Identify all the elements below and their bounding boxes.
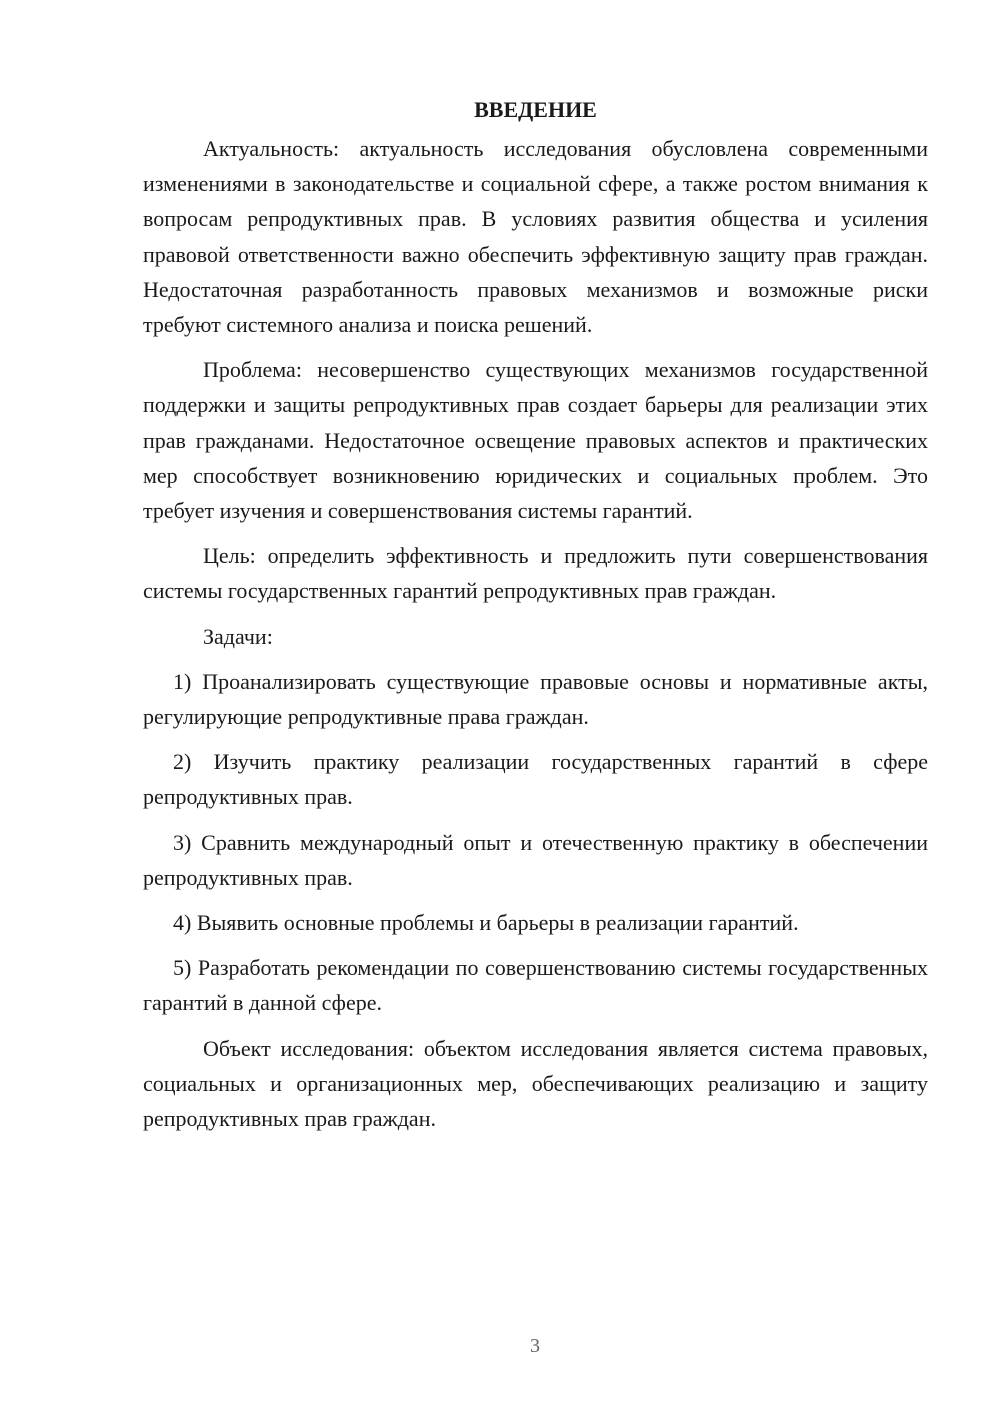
object-paragraph: Объект исследования: объектом исследования является система правовых, социальных и организационных мер, обеспечивающих реализацию и защиту репродуктивных прав граждан. [143,1035,928,1132]
page-number: 3 [530,1335,540,1357]
problem-paragraph: Проблема: несовершенство существующих механизмов государственной поддержки и защиты репродуктивных прав создает барьеры для реализации этих прав гражданами. Недостаточное освещение правовых аспектов и практических мер способствует возникновению юридических и социальных проблем. Это требует изучения и совершенствования системы гарантий. [143,357,928,524]
page-title: ВВЕДЕНИЕ [474,97,597,122]
goal-paragraph: Цель: определить эффективность и предложить пути совершенствования системы государственных гарантий репродуктивных прав граждан. [143,543,928,604]
task-item-5: 5) Разработать рекомендации по совершенствованию системы государственных гарантий в данной сфере. [143,955,928,1016]
tasks-list [143,664,928,1021]
task-item-2: 2) Изучить практику реализации государственных гарантий в сфере репродуктивных прав. [143,749,928,810]
tasks-label: Задачи: [203,623,273,649]
task-item-3: 3) Сравнить международный опыт и отечественную практику в обеспечении репродуктивных прав. [143,829,928,890]
relevance-paragraph: Актуальность: актуальность исследования обусловлена современными изменениями в законодательстве и социальной сфере, а также ростом внимания к вопросам репродуктивных прав. В условиях развития общества и усиления правовой ответственности важно обеспечить эффективную защиту прав граждан. Недостаточная разработанность правовых механизмов и возможные риски требуют системного анализа и поиска решений. [143,136,928,338]
task-item-1: 1) Проанализировать существующие правовые основы и нормативные акты, регулирующие репродуктивные права граждан. [143,668,928,730]
task-item-4: 4) Выявить основные проблемы и барьеры в реализации гарантий. [173,910,799,936]
document-page [143,92,928,1136]
